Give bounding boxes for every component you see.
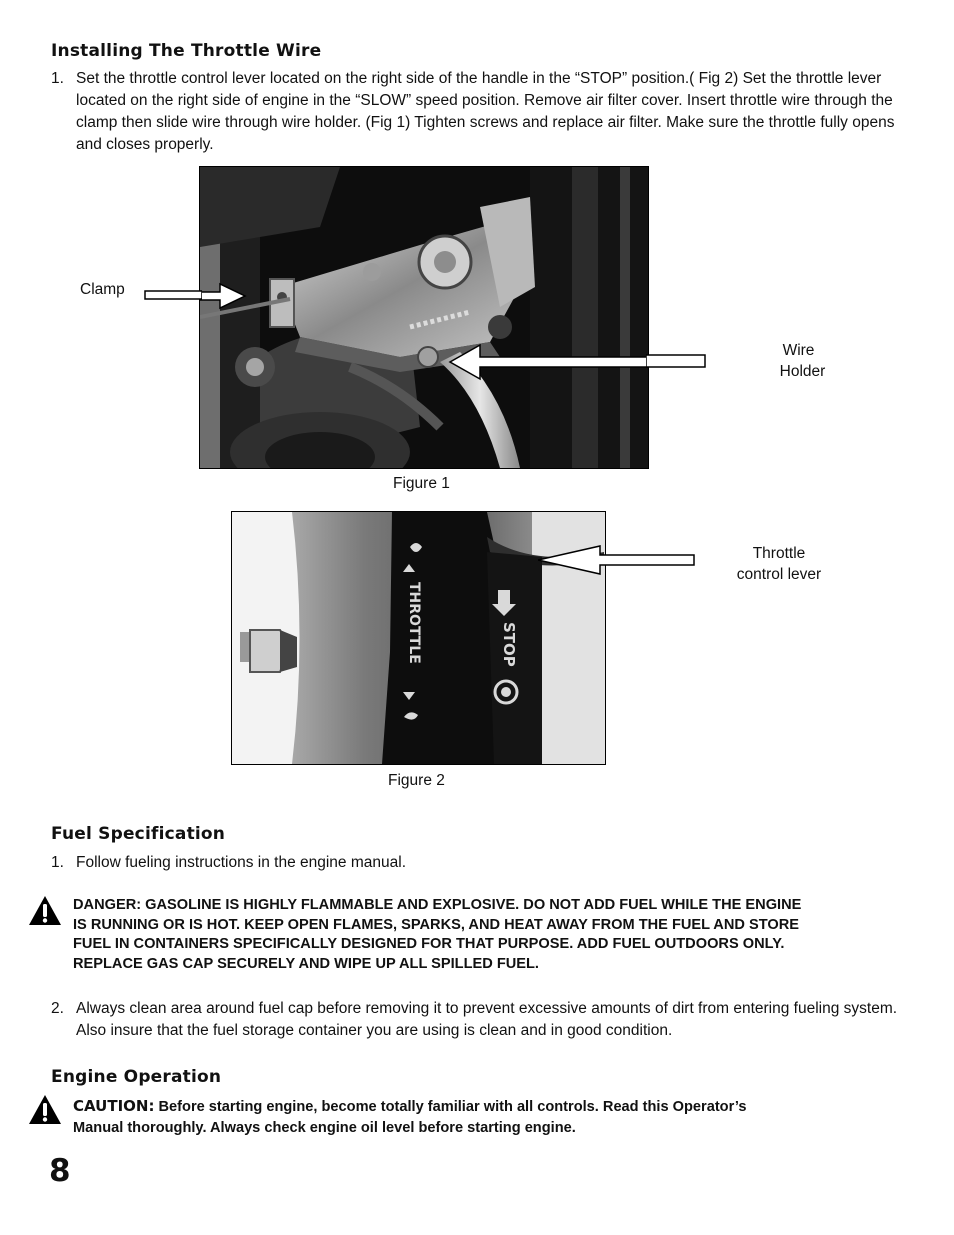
decal-stop-text: STOP: [500, 622, 518, 667]
caution-warning-icon: [28, 1094, 62, 1125]
caution-line-2: Manual thoroughly. Always check engine oil level before starting engine.: [73, 1120, 576, 1136]
list-number: 1.: [51, 854, 64, 871]
caution-notice: [73, 1096, 903, 1139]
section-title-fuel-specification: Fuel Specification: [51, 824, 226, 844]
list-item-fuel-step-1: [51, 852, 901, 874]
danger-notice: [73, 896, 903, 974]
caution-line-1: Before starting engine, become totally familiar with all controls. Read this Operator’s: [158, 1099, 747, 1115]
label-wire: Wire: [782, 342, 815, 359]
section-title-throttle-wire: Installing The Throttle Wire: [51, 41, 322, 61]
list-item-throttle-step-1: [51, 68, 901, 156]
figure-1-photo: [199, 166, 649, 469]
arrow-throttle-lever-icon: [538, 545, 698, 575]
danger-line-1: DANGER: GASOLINE IS HIGHLY FLAMMABLE AND EXPLOSIVE. DO NOT ADD FUEL WHILE THE ENGINE: [73, 897, 802, 913]
engine-throttle-photo: [200, 167, 648, 468]
list-text: Set the throttle control lever located on the right side of the handle in the “STOP” position.( Fig 2) Set the throttle lever located on the right side of engine in the “SLOW” speed position. Remove air filter cover. Insert throttle wire through the clamp then slide wire through wire holder. (Fig 1) Tighten screws and replace air filter. Make sure the throttle fully opens and closes properly.: [76, 70, 895, 153]
label-throttle-control-lever: [724, 543, 834, 585]
danger-line-2: IS RUNNING OR IS HOT. KEEP OPEN FLAMES, SPARKS, AND HEAT AWAY FROM THE FUEL AND STORE: [73, 916, 799, 933]
list-item-fuel-step-2: [51, 998, 901, 1042]
list-text: Always clean area around fuel cap before removing it to prevent excessive amounts of dirt from entering fueling system. Also insure that the fuel storage container you are using is clean and in good condition.: [76, 1000, 898, 1039]
label-clamp: Clamp: [80, 281, 125, 298]
page-number: 8: [49, 1153, 71, 1189]
label-control-lever: control lever: [736, 566, 822, 583]
clamp-arrow-tail-icon: [144, 282, 202, 308]
label-holder: Holder: [779, 363, 826, 380]
list-text: Follow fueling instructions in the engine manual.: [76, 854, 406, 871]
danger-warning-icon: [28, 895, 62, 926]
decal-throttle-text: THROTTLE: [406, 582, 422, 664]
list-number: 2.: [51, 1000, 64, 1017]
wire-holder-arrow-tail-icon: [646, 353, 708, 369]
danger-line-3: FUEL IN CONTAINERS SPECIFICALLY DESIGNED FOR THAT PURPOSE. ADD FUEL OUTDOORS ONLY.: [73, 936, 785, 952]
label-throttle: Throttle: [752, 545, 806, 562]
figure-2-caption: Figure 2: [388, 772, 445, 789]
section-title-engine-operation: Engine Operation: [51, 1067, 222, 1087]
list-number: 1.: [51, 70, 64, 87]
caution-label: CAUTION:: [73, 1097, 155, 1115]
label-wire-holder: [760, 340, 845, 382]
figure-1-caption: Figure 1: [393, 475, 450, 492]
danger-line-4: REPLACE GAS CAP SECURELY AND WIPE UP ALL SPILLED FUEL.: [73, 955, 539, 972]
